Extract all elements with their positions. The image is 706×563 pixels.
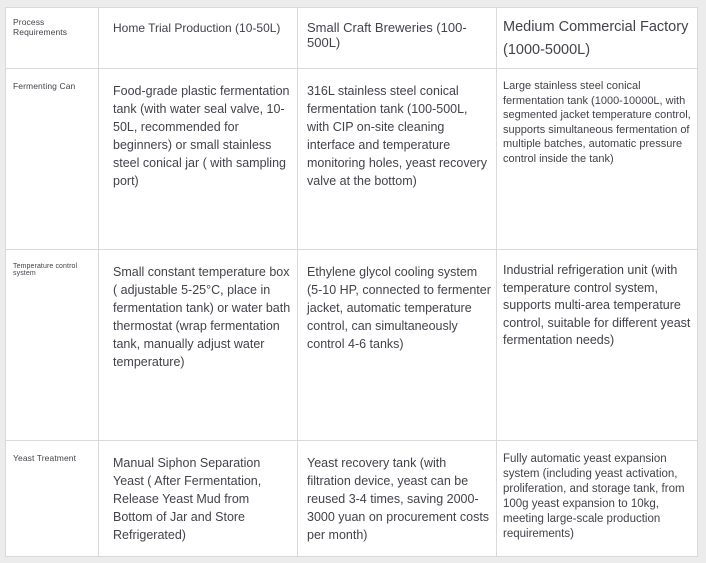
table-row-yeast-treatment (6, 441, 698, 557)
table-row-fermenting-can (6, 69, 698, 250)
row-label-yeast-treatment: Yeast Treatment (6, 441, 99, 557)
row-label-fermenting-can: Fermenting Can (6, 69, 99, 250)
cell-yeast-treatment-craft: Yeast recovery tank (with filtration device, yeast can be reused 3-4 times, saving 2000-3000 yuan on procurement costs per month) (298, 441, 497, 557)
header-medium-commercial-factory: Medium Commercial Factory (1000-5000L) (497, 8, 698, 69)
process-requirements-table (5, 7, 698, 557)
cell-fermenting-can-home: Food-grade plastic fermentation tank (with water seal valve, 10-50L, recommended for beginners) or small stainless steel conical jar ( with sampling port) (99, 69, 298, 250)
header-small-craft-breweries: Small Craft Breweries (100-500L) (298, 8, 497, 69)
header-home-trial-production: Home Trial Production (10-50L) (99, 8, 298, 69)
header-process-requirements: Process Requirements (6, 8, 99, 69)
cell-fermenting-can-craft: 316L stainless steel conical fermentation tank (100-500L, with CIP on-site cleaning interface and temperature monitoring holes, yeast recovery valve at the bottom) (298, 69, 497, 250)
comparison-table-container (5, 7, 698, 557)
cell-temperature-control-craft: Ethylene glycol cooling system (5-10 HP, connected to fermenter jacket, automatic temperature control, can simultaneously control 4-6 tanks) (298, 250, 497, 441)
cell-fermenting-can-commercial: Large stainless steel conical fermentation tank (1000-10000L, with segmented jacket temperature control, supports simultaneous fermentation of multiple batches, automatic pressure control inside the tank) (497, 69, 698, 250)
cell-yeast-treatment-home: Manual Siphon Separation Yeast ( After Fermentation, Release Yeast Mud from Bottom of Jar and Store Refrigerated) (99, 441, 298, 557)
table-header-row (6, 8, 698, 69)
cell-temperature-control-home: Small constant temperature box ( adjustable 5-25°C, place in fermentation tank) or water bath thermostat (wrap fermentation tank, manually adjust water temperature) (99, 250, 298, 441)
row-label-temperature-control: Temperature control system (6, 250, 99, 441)
table-row-temperature-control (6, 250, 698, 441)
cell-yeast-treatment-commercial: Fully automatic yeast expansion system (including yeast activation, proliferation, and storage tank, from 100g yeast expansion to 10kg, meeting large-scale production requirements) (497, 441, 698, 557)
cell-temperature-control-commercial: Industrial refrigeration unit (with temperature control system, supports multi-area temperature control, suitable for different yeast fermentation needs) (497, 250, 698, 441)
